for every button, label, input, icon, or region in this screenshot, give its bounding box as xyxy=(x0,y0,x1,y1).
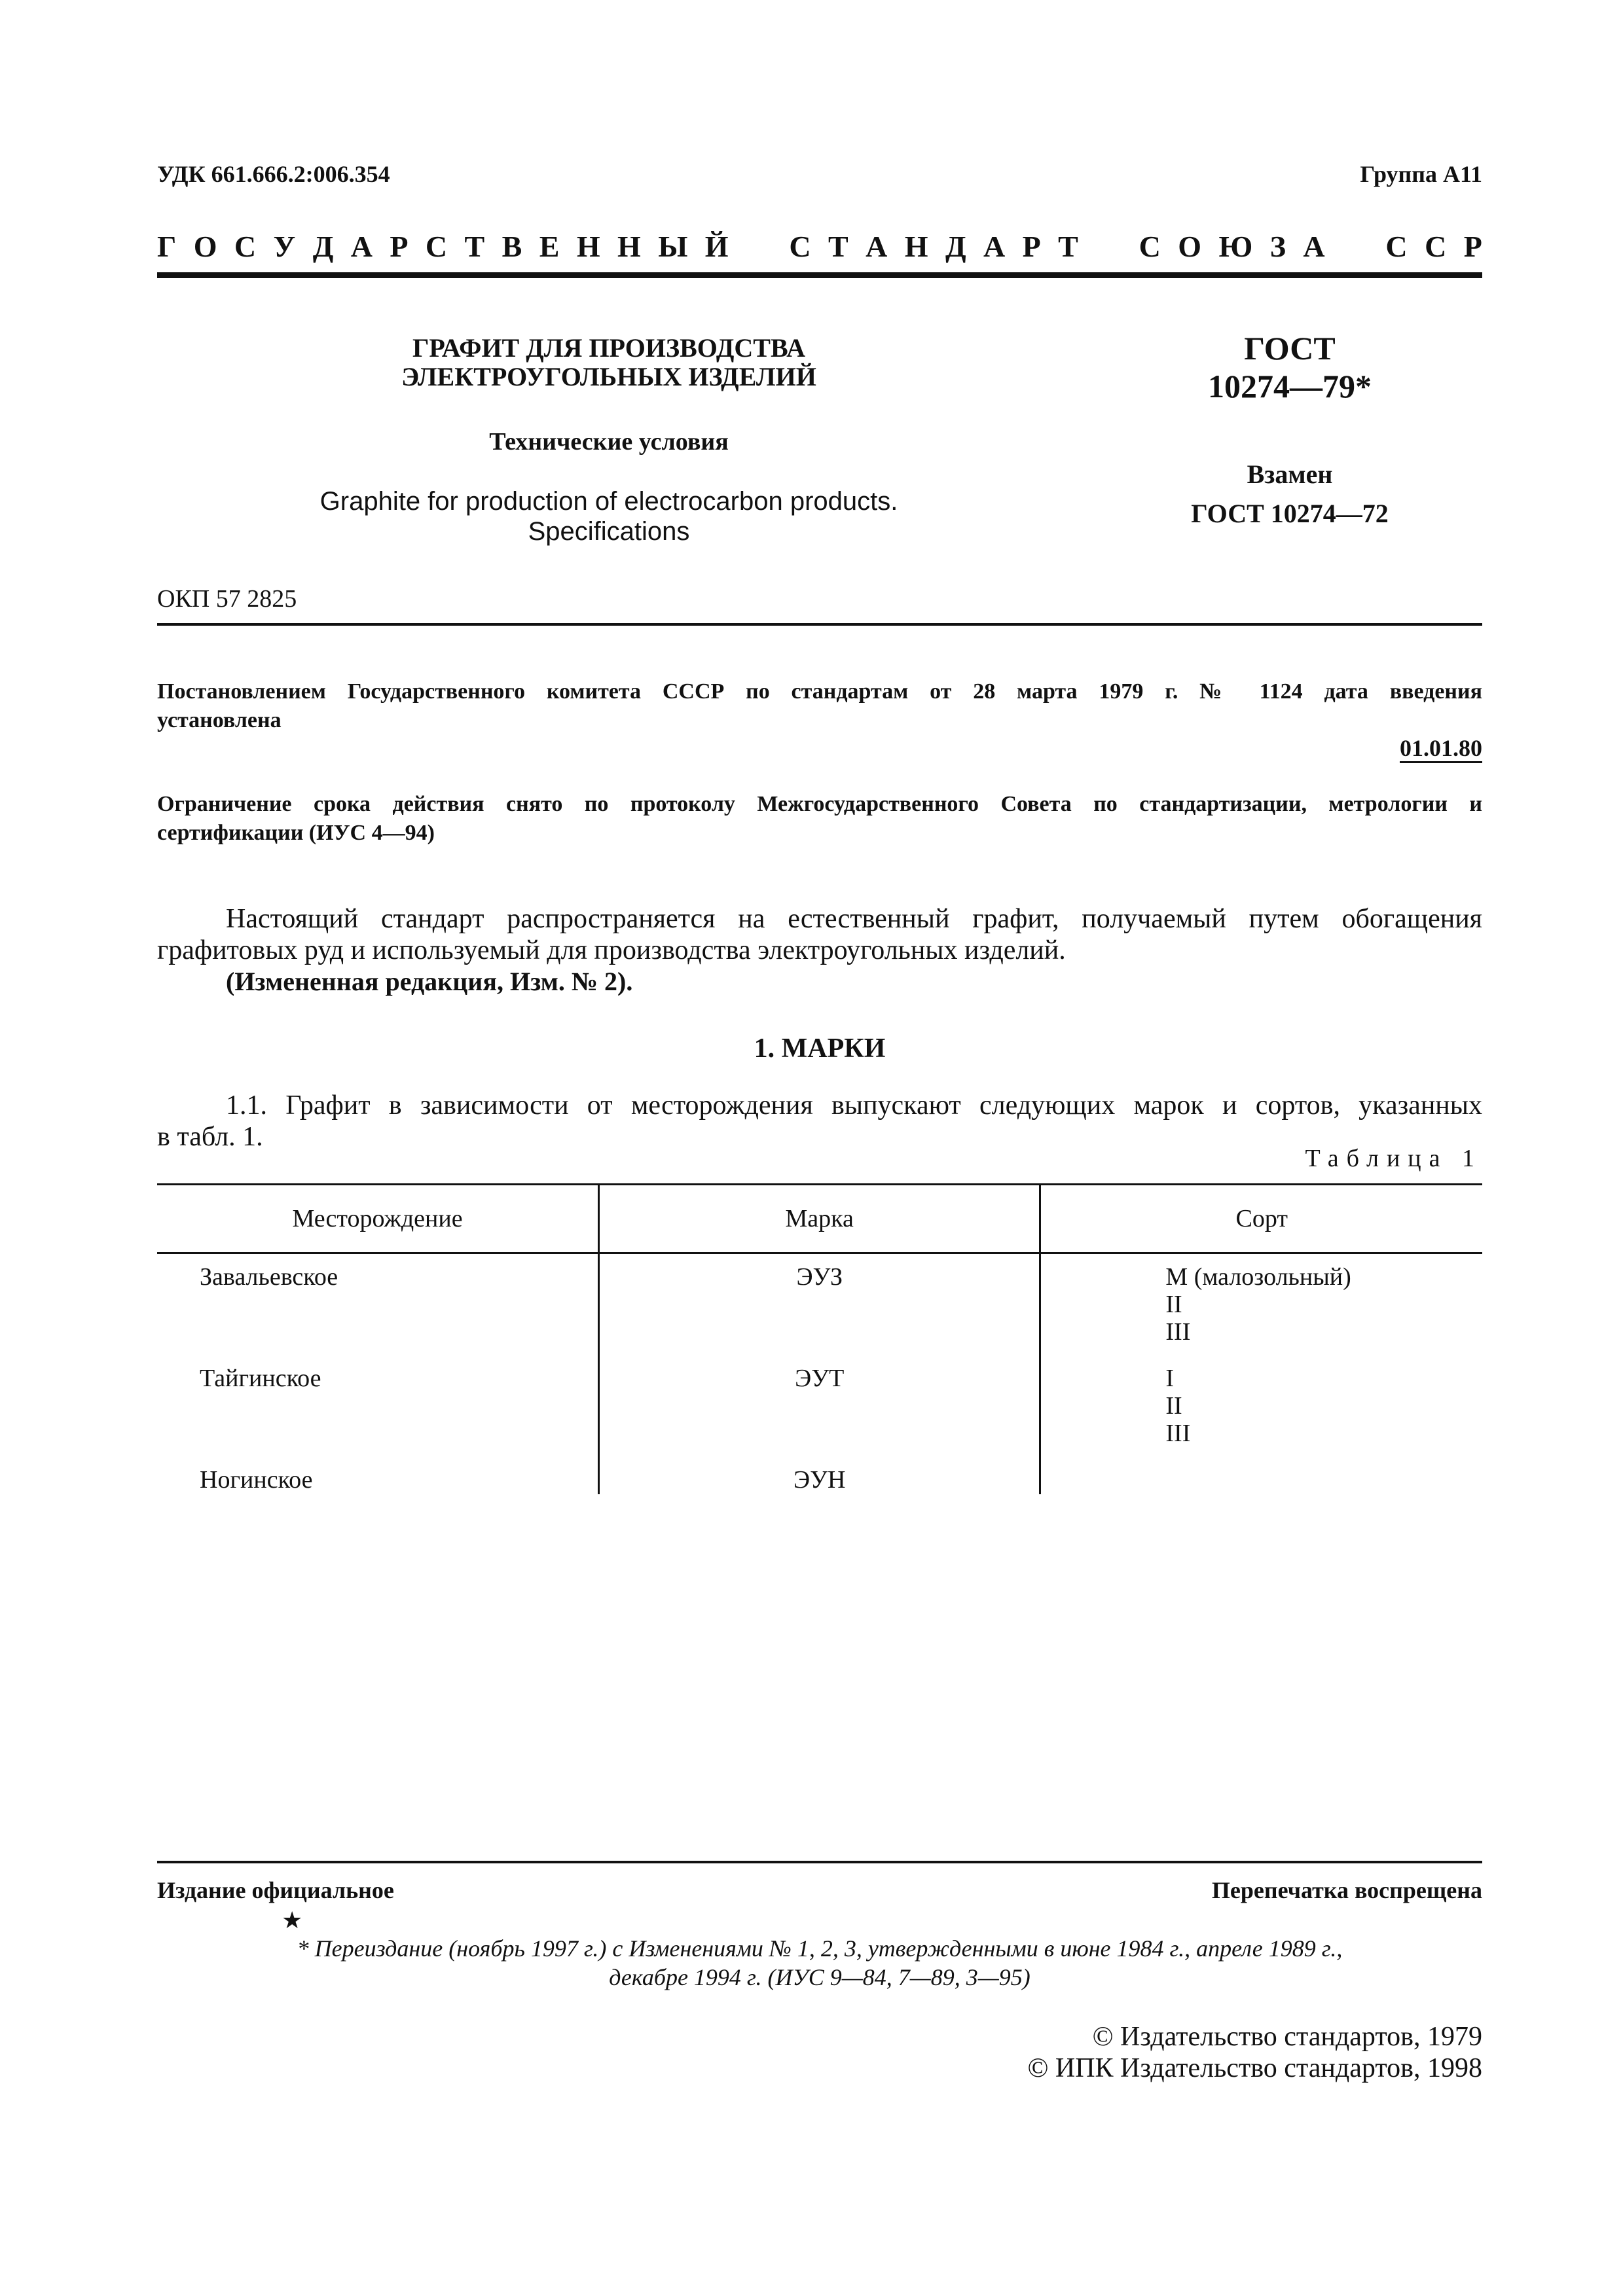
banner-letter: С xyxy=(1139,230,1161,263)
table-caption: Таблица 1 xyxy=(1305,1145,1482,1172)
title-line-1: ГРАФИТ ДЛЯ ПРОИЗВОДСТВА xyxy=(412,333,806,363)
banner-letter: С xyxy=(1425,230,1447,263)
mark-cell: ЭУТ xyxy=(795,1365,845,1392)
banner-letter: А xyxy=(983,230,1006,263)
banner-letter: Т xyxy=(828,230,848,263)
header-grade: Сорт xyxy=(1040,1185,1482,1253)
section-title: 1. МАРКИ xyxy=(754,1033,886,1064)
header-deposit: Месторождение xyxy=(157,1185,599,1253)
banner-letter: Р xyxy=(1022,230,1041,263)
introduction-date: 01.01.80 xyxy=(1400,735,1482,761)
replaces-value: ГОСТ 10274—72 xyxy=(1191,499,1389,528)
clause-line-2: в табл. 1. xyxy=(157,1122,263,1152)
table-row xyxy=(157,1355,1482,1457)
group-code: Группа А11 xyxy=(1360,161,1482,187)
replaces-label: Взамен xyxy=(1247,459,1333,489)
banner-letter: В xyxy=(501,230,522,263)
grade-cell: III xyxy=(1165,1420,1191,1447)
copyright-1998: © ИПК Издательство стандартов, 1998 xyxy=(1027,2053,1482,2083)
okp-code: ОКП 57 2825 xyxy=(157,585,297,613)
banner-letter: Н xyxy=(617,230,641,263)
limitation-line-2: сертификации (ИУС 4—94) xyxy=(157,821,435,845)
grade-cell: II xyxy=(1165,1291,1182,1318)
limitation-text xyxy=(157,790,1482,848)
banner-letter: Г xyxy=(157,230,177,263)
banner-letter: У xyxy=(273,230,296,263)
grade-cell: III xyxy=(1165,1318,1191,1346)
banner-letter: Н xyxy=(576,230,600,263)
mark-cell: ЭУН xyxy=(793,1466,846,1494)
official-edition: Издание официальное xyxy=(157,1877,394,1903)
udk-code: УДК 661.666.2:006.354 xyxy=(157,161,390,187)
document-subtitle: Технические условия xyxy=(489,428,729,456)
banner-letter: Н xyxy=(904,230,928,263)
deposit-cell: Ногинское xyxy=(200,1466,313,1494)
banner-letter: С xyxy=(789,230,811,263)
english-title-line-2: Specifications xyxy=(528,517,690,546)
banner-letter: Т xyxy=(1058,230,1078,263)
clause-line-1: 1.1. Графит в зависимости от месторождения выпускают следующих марок и сортов, указанных xyxy=(226,1090,1482,1121)
banner-letter xyxy=(746,229,772,264)
gost-designation xyxy=(1139,329,1440,405)
banner-letter: Е xyxy=(539,230,560,263)
banner-letter: О xyxy=(193,230,217,263)
grades-table xyxy=(157,1183,1482,1494)
banner-letter: Р xyxy=(1463,230,1482,263)
document-title xyxy=(288,334,930,391)
banner-letter: Т xyxy=(464,230,485,263)
table-header-row xyxy=(157,1185,1482,1253)
banner-letter: А xyxy=(350,230,373,263)
reissue-note-line-1: * Переиздание (ноябрь 1997 г.) с Изменениями № 1, 2, 3, утвержденными в июне 1984 г., апреле 1989 г., xyxy=(297,1935,1343,1962)
table-row xyxy=(157,1457,1482,1494)
amendment-note: (Измененная редакция, Изм. № 2). xyxy=(226,967,633,996)
table-row xyxy=(157,1253,1482,1356)
copyright-block xyxy=(1027,2021,1482,2084)
decree-text xyxy=(157,677,1482,735)
mark-cell: ЭУЗ xyxy=(796,1263,843,1291)
deposit-cell: Тайгинское xyxy=(200,1365,321,1392)
grade-cell: М (малозольный) xyxy=(1165,1263,1351,1291)
grade-cell: II xyxy=(1165,1392,1182,1420)
banner-letter: С xyxy=(234,230,257,263)
banner-letter: Р xyxy=(390,230,409,263)
reissue-note-line-2: декабре 1994 г. (ИУС 9—84, 7—89, 3—95) xyxy=(609,1964,1030,1990)
header-mark: Марка xyxy=(599,1185,1040,1253)
footer-rule xyxy=(157,1861,1482,1863)
banner-letter xyxy=(1342,229,1368,264)
deposit-cell: Завальевское xyxy=(200,1263,338,1291)
banner-letter: С xyxy=(1385,230,1408,263)
reissue-note xyxy=(157,1934,1482,1992)
reprint-prohibited: Перепечатка воспрещена xyxy=(1211,1877,1482,1903)
clause-1-1 xyxy=(157,1090,1482,1153)
decree-line-2: установлена xyxy=(157,708,282,732)
gost-label: ГОСТ xyxy=(1244,330,1336,367)
replaces-block xyxy=(1139,455,1440,533)
english-title-line-1: Graphite for production of electrocarbon products. xyxy=(319,487,898,516)
banner-letter: О xyxy=(1178,230,1202,263)
gost-number: 10274—79* xyxy=(1208,368,1372,404)
limitation-line-1: Ограничение срока действия снято по протоколу Межгосударственного Совета по стандартизации, метрологии и xyxy=(157,792,1482,816)
intro-line-2: графитовых руд и используемый для производства электроугольных изделий. xyxy=(157,935,1066,965)
copyright-1979: © Издательство стандартов, 1979 xyxy=(1092,2022,1482,2052)
banner-letter: Д xyxy=(945,230,966,263)
decree-line-1: Постановлением Государственного комитета СССР по стандартам от 28 марта 1979 г. № 1124 дата введения xyxy=(157,679,1482,704)
banner-letter: Й xyxy=(704,230,729,263)
header-rule xyxy=(157,272,1482,278)
okp-rule xyxy=(157,623,1482,626)
banner-letter: З xyxy=(1269,230,1286,263)
banner-letter: А xyxy=(1303,230,1325,263)
intro-line-1: Настоящий стандарт распространяется на естественный графит, получаемый путем обогащения xyxy=(226,904,1482,934)
document-page xyxy=(157,0,1482,2296)
state-standard-banner xyxy=(157,229,1482,264)
grade-cell: I xyxy=(1165,1365,1175,1392)
intro-paragraph xyxy=(157,903,1482,997)
banner-letter: С xyxy=(425,230,448,263)
banner-letter: Ы xyxy=(658,230,688,263)
banner-letter: Ю xyxy=(1218,230,1253,263)
banner-letter: А xyxy=(866,230,888,263)
banner-letter xyxy=(1095,229,1122,264)
english-title xyxy=(288,486,930,547)
title-line-2: ЭЛЕКТРОУГОЛЬНЫХ ИЗДЕЛИЙ xyxy=(401,362,816,391)
star-mark: ★ xyxy=(282,1907,303,1933)
banner-letter: Д xyxy=(312,230,334,263)
